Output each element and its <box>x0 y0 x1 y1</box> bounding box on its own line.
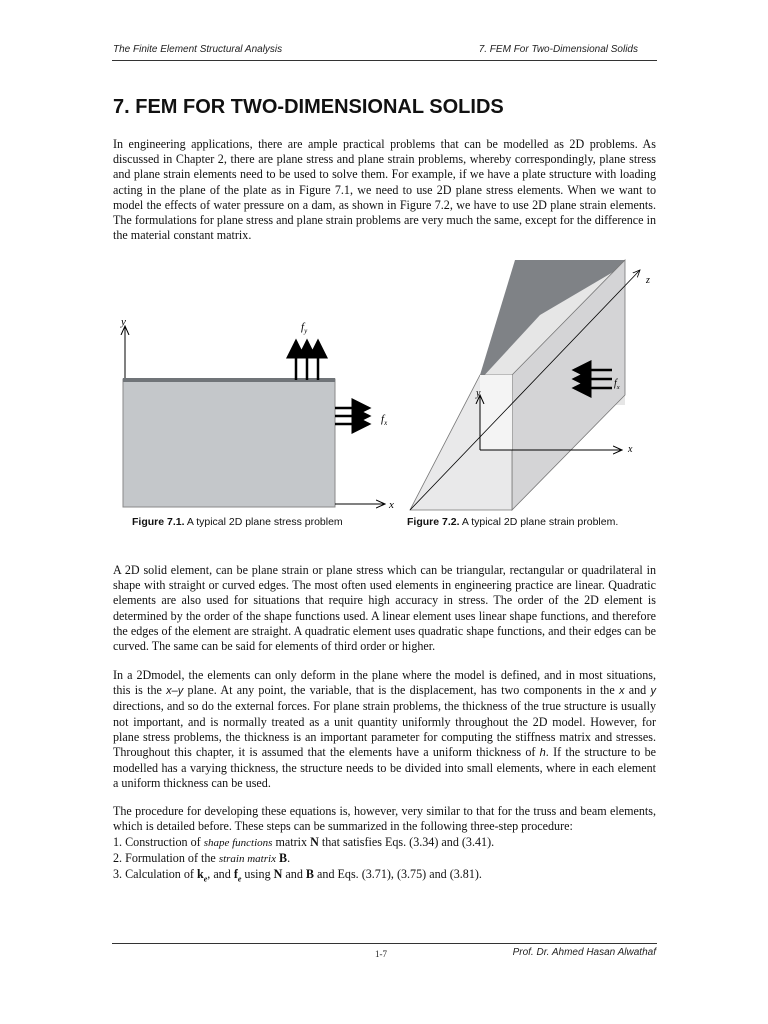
step-2: 2. Formulation of the strain matrix B. <box>113 851 291 866</box>
footer-rule <box>112 943 657 944</box>
fy-label: $f_y$ <box>301 321 308 335</box>
x-axis-label: x <box>389 499 394 511</box>
dam-section-highlight <box>480 375 512 450</box>
running-header-right: 7. FEM For Two-Dimensional Solids <box>478 44 638 55</box>
procedure-paragraph: The procedure for developing these equations is, however, very similar to that for the truss and beam elements, which is detailed before. These steps can be summarized in the following three-step procedure: <box>113 804 656 834</box>
figure-7-1-caption: Figure 7.1. A typical 2D plane stress problem <box>132 516 343 528</box>
deformation-paragraph: In a 2Dmodel, the elements can only deform in the plane where the model is defined, and in most situations, this is the x–y plane. At any point, the variable, that is the displacement, has two components in the x and y directions, and so do the external forces. For plane strain problems, the thickness of the true structure is usually not important, and is normally treated as a unit quantity uniformly throughout the 2D model. However, for plane stress problems, the thickness is an important parameter for computing the stiffness matrix and stresses. Throughout this chapter, it is assumed that the elements have a uniform thickness of h. If the structure to be modelled has a varying thickness, the structure needs to be divided into small elements, where in each element a uniform thickness can be used. <box>113 668 656 791</box>
fx-label: $f_x$ <box>614 378 620 391</box>
y-axis-label: y <box>121 316 126 328</box>
x-axis-label: x <box>628 444 633 455</box>
chapter-title: 7. FEM FOR TWO-DIMENSIONAL SOLIDS <box>113 96 504 118</box>
footer-author: Prof. Dr. Ahmed Hasan Alwathaf <box>512 947 656 958</box>
step-3: 3. Calculation of $k_e$, and $f_e$ using N and B and Eqs. (3.71), (3.75) and (3.81). <box>113 867 482 884</box>
figure-7-2-plane-strain <box>400 255 660 515</box>
z-axis-label: z <box>646 275 650 286</box>
running-header-left: The Finite Element Structural Analysis <box>113 44 283 55</box>
figure-7-2-caption: Figure 7.2. A typical 2D plane strain problem. <box>407 516 619 528</box>
fx-label: $f_x$ <box>381 413 388 427</box>
header-rule <box>112 60 657 61</box>
element-types-paragraph: A 2D solid element, can be plane strain or plane stress which can be triangular, rectangular or quadrilateral in shape with straight or curved edges. The most often used elements in engineering practice are linear. Quadratic elements are also used for situations that require high accuracy in stress. The order of the 2D element is determined by the order of the shape functions used. A linear element uses linear shape functions, and therefore the edges of the element are straight. A quadratic element uses quadratic shape functions, and their edges can be curved. The same can be said for elements of third order or higher. <box>113 563 656 654</box>
intro-paragraph: In engineering applications, there are ample practical problems that can be modelled as 2D problems. As discussed in Chapter 2, there are plane stress and plane strain problems, whereby correspondingly, plane stress and plane strain elements need to be used to solve them. For example, if we have a plate structure with loading acting in the plane of the plate as in Figure 7.1, we need to use 2D plane stress elements. When we want to model the effects of water pressure on a dam, as shown in Figure 7.2, we have to use 2D plane strain elements. The formulations for plane stress and plane strain problems are very much the same, except for the difference in the material constant matrix. <box>113 137 656 243</box>
page-number: 1-7 <box>375 949 387 959</box>
figure-7-1-plane-stress <box>113 312 403 516</box>
plate-body <box>123 379 335 507</box>
procedure-steps <box>113 835 656 887</box>
plate-top-edge <box>123 378 335 382</box>
y-axis-label: y <box>476 388 481 399</box>
step-1: 1. Construction of shape functions matrix N that satisfies Eqs. (3.34) and (3.41). <box>113 835 495 849</box>
